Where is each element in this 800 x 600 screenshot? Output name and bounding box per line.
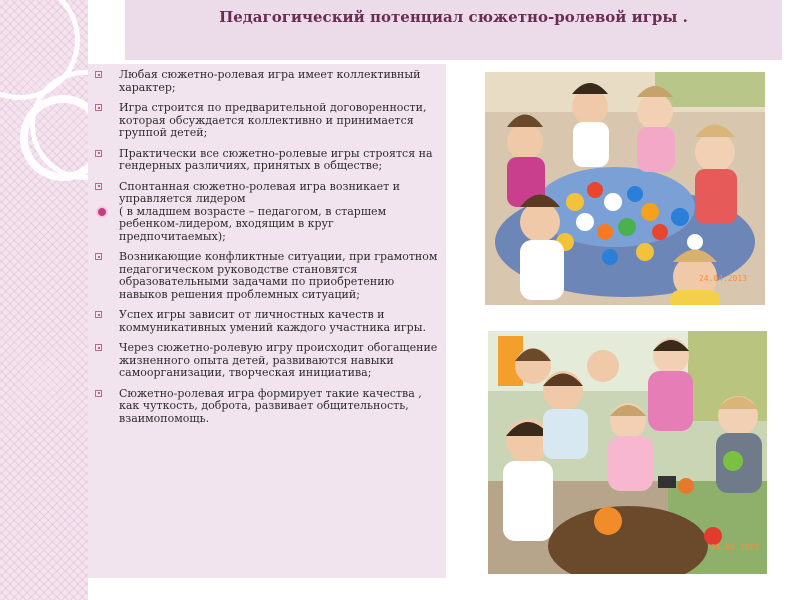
photo-date-stamp: 24.04.2013 [698,274,747,283]
photo-date-stamp: 24.04.2013 [710,543,759,552]
square-bullet-icon [95,311,102,318]
bullet-list [92,69,444,433]
list-item: Практически все сюжетно-ролевые игры строятся на гендерных различиях, принятых в обществе; [92,148,444,173]
square-bullet-icon [95,150,102,157]
list-item: Возникающие конфликтные ситуации, при грамотном педагогическом руководстве становятся образовательными задачами по приобретению навыков решения проблемных ситуаций; [92,251,444,301]
photo-children-tea-party [485,72,765,305]
square-bullet-icon [95,344,102,351]
sub-list-item: ( в младшем возрасте – педагогом, в старшем ребенком-лидером, входящим в круг предпочитаемых); [92,206,444,244]
square-bullet-icon [95,183,102,190]
list-item: Успех игры зависит от личностных качеств и коммуникативных умений каждого участника игры. [92,309,444,334]
square-bullet-icon [95,253,102,260]
photo-children-store-game [488,331,767,574]
square-bullet-icon [95,390,102,397]
list-item: Через сюжетно-ролевую игру происходит обогащение жизненного опыта детей, развиваются навыки самоорганизации, творческая инициатива; [92,342,444,380]
round-bullet-icon [98,208,106,216]
square-bullet-icon [95,104,102,111]
list-item: Игра строится по предварительной договоренности, которая обсуждается коллективно и принимается группой детей; [92,102,444,140]
list-item: Сюжетно-ролевая игра формирует такие качества , как чуткость, доброта, развивает общительность, взаимопомощь. [92,388,444,426]
list-item: Спонтанная сюжетно-ролевая игра возникает и управляется лидером [92,181,444,206]
slide-title: Педагогический потенциал сюжетно-ролевой игры . [219,8,688,26]
square-bullet-icon [95,71,102,78]
list-item: Любая сюжетно-ролевая игра имеет коллективный характер; [92,69,444,94]
